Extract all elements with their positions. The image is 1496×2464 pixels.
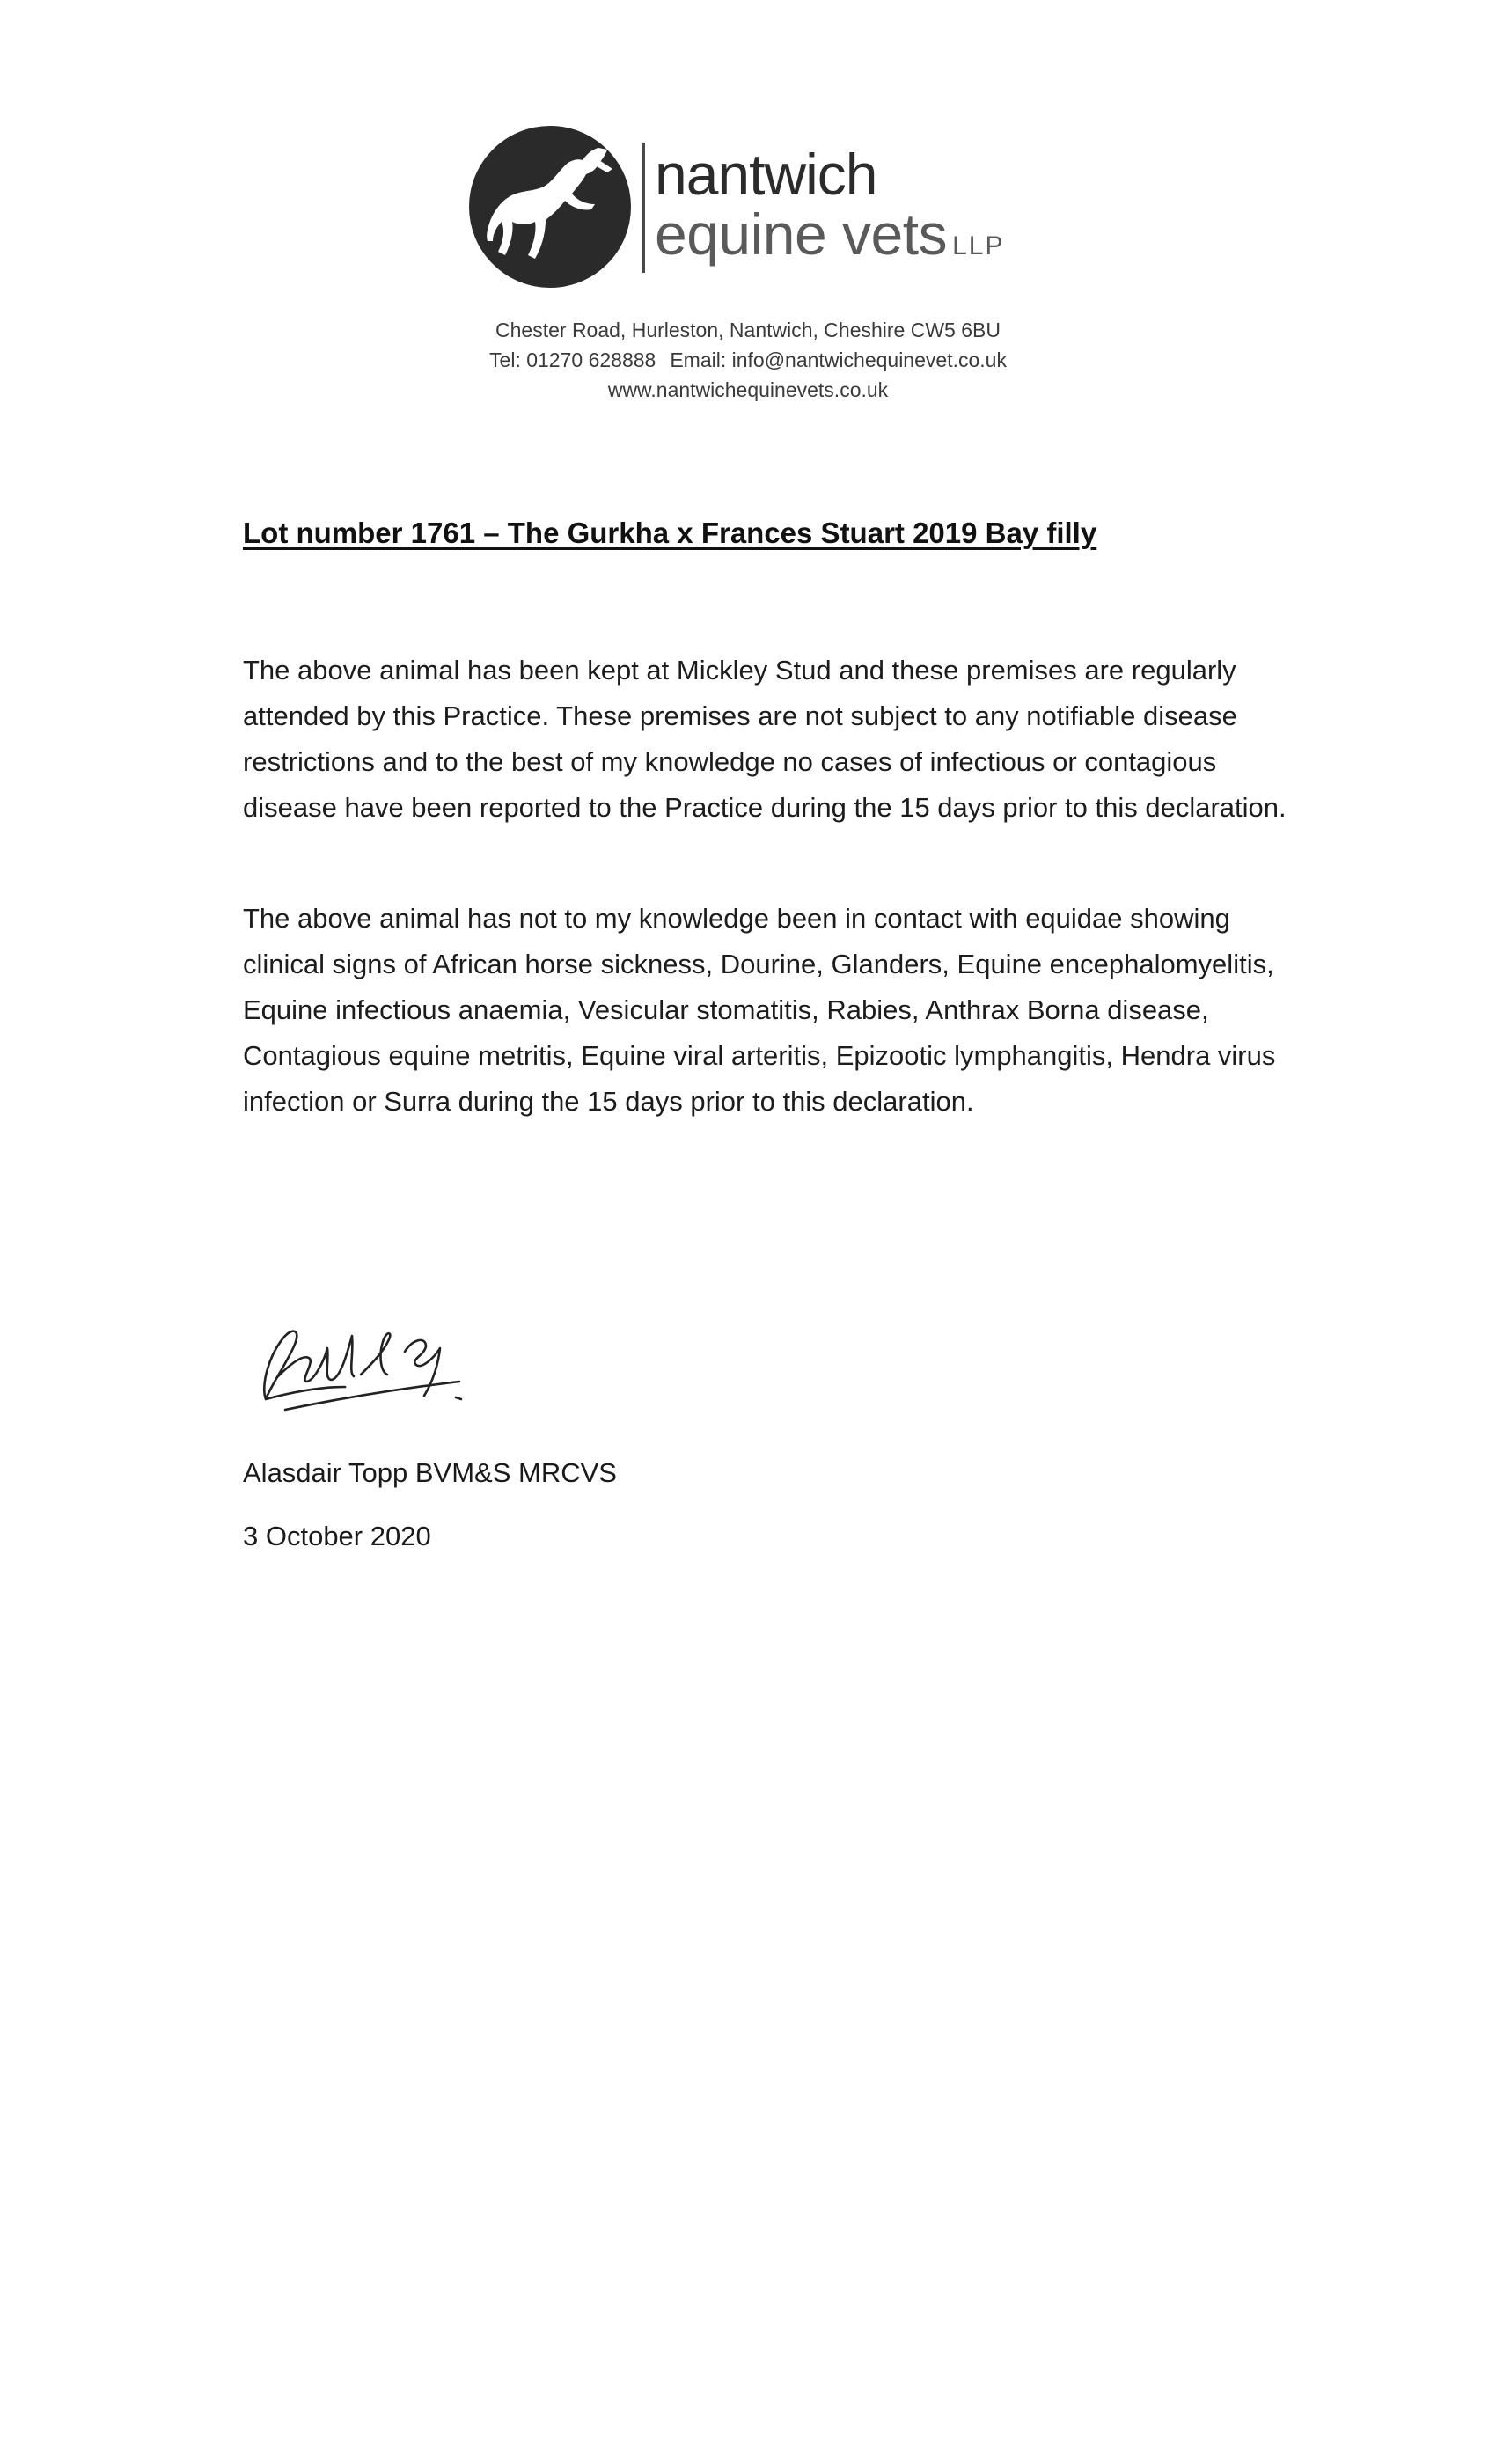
paragraph-premises	[243, 648, 1316, 831]
handwritten-signature-icon	[239, 1301, 503, 1424]
logo-divider	[642, 143, 645, 273]
telephone: Tel: 01270 628888	[489, 348, 656, 371]
brand-suffix: LLP	[952, 231, 1005, 260]
postal-address: Chester Road, Hurleston, Nantwich, Cheshire CW5 6BU	[495, 319, 1001, 341]
email: Email: info@nantwichequinevet.co.uk	[670, 348, 1007, 371]
signer-name: Alasdair Topp BVM&S MRCVS	[243, 1457, 617, 1488]
paragraph-contact-text: The above animal has not to my knowledge been in contact with equidae showing clinical signs of African horse sickness, Dourine, Glanders, Equine encephalomyelitis, Equine infectious anaemia, Vesicular stomatitis, Rabies, Anthrax Borna disease, Contagious equine metritis, Equine viral arteritis, Epizootic lymphangitis, Hendra virus infection or Surra during the 15 days prior to this declaration.	[243, 903, 1276, 1117]
leaping-horse-logo-icon	[466, 123, 634, 290]
brand-subtitle	[655, 201, 1004, 280]
lot-heading: Lot number 1761 – The Gurkha x Frances Stuart 2019 Bay filly	[243, 517, 1097, 549]
address-block	[0, 315, 1496, 405]
paragraph-premises-text: The above animal has been kept at Mickley Stud and these premises are regularly attended by this Practice. These premises are not subject to any notifiable disease restrictions and to the best of my knowledge no cases of infectious or contagious disease have been reported to the Practice during the 15 days prior to this declaration.	[243, 655, 1287, 823]
declaration-date: 3 October 2020	[243, 1521, 431, 1551]
letterhead	[466, 123, 1030, 290]
brand-subtitle-text: equine vets	[655, 202, 948, 267]
website: www.nantwichequinevets.co.uk	[607, 378, 889, 401]
contact-line	[0, 345, 1496, 375]
brand-name: nantwich	[655, 142, 877, 207]
paragraph-contact	[243, 896, 1316, 1125]
